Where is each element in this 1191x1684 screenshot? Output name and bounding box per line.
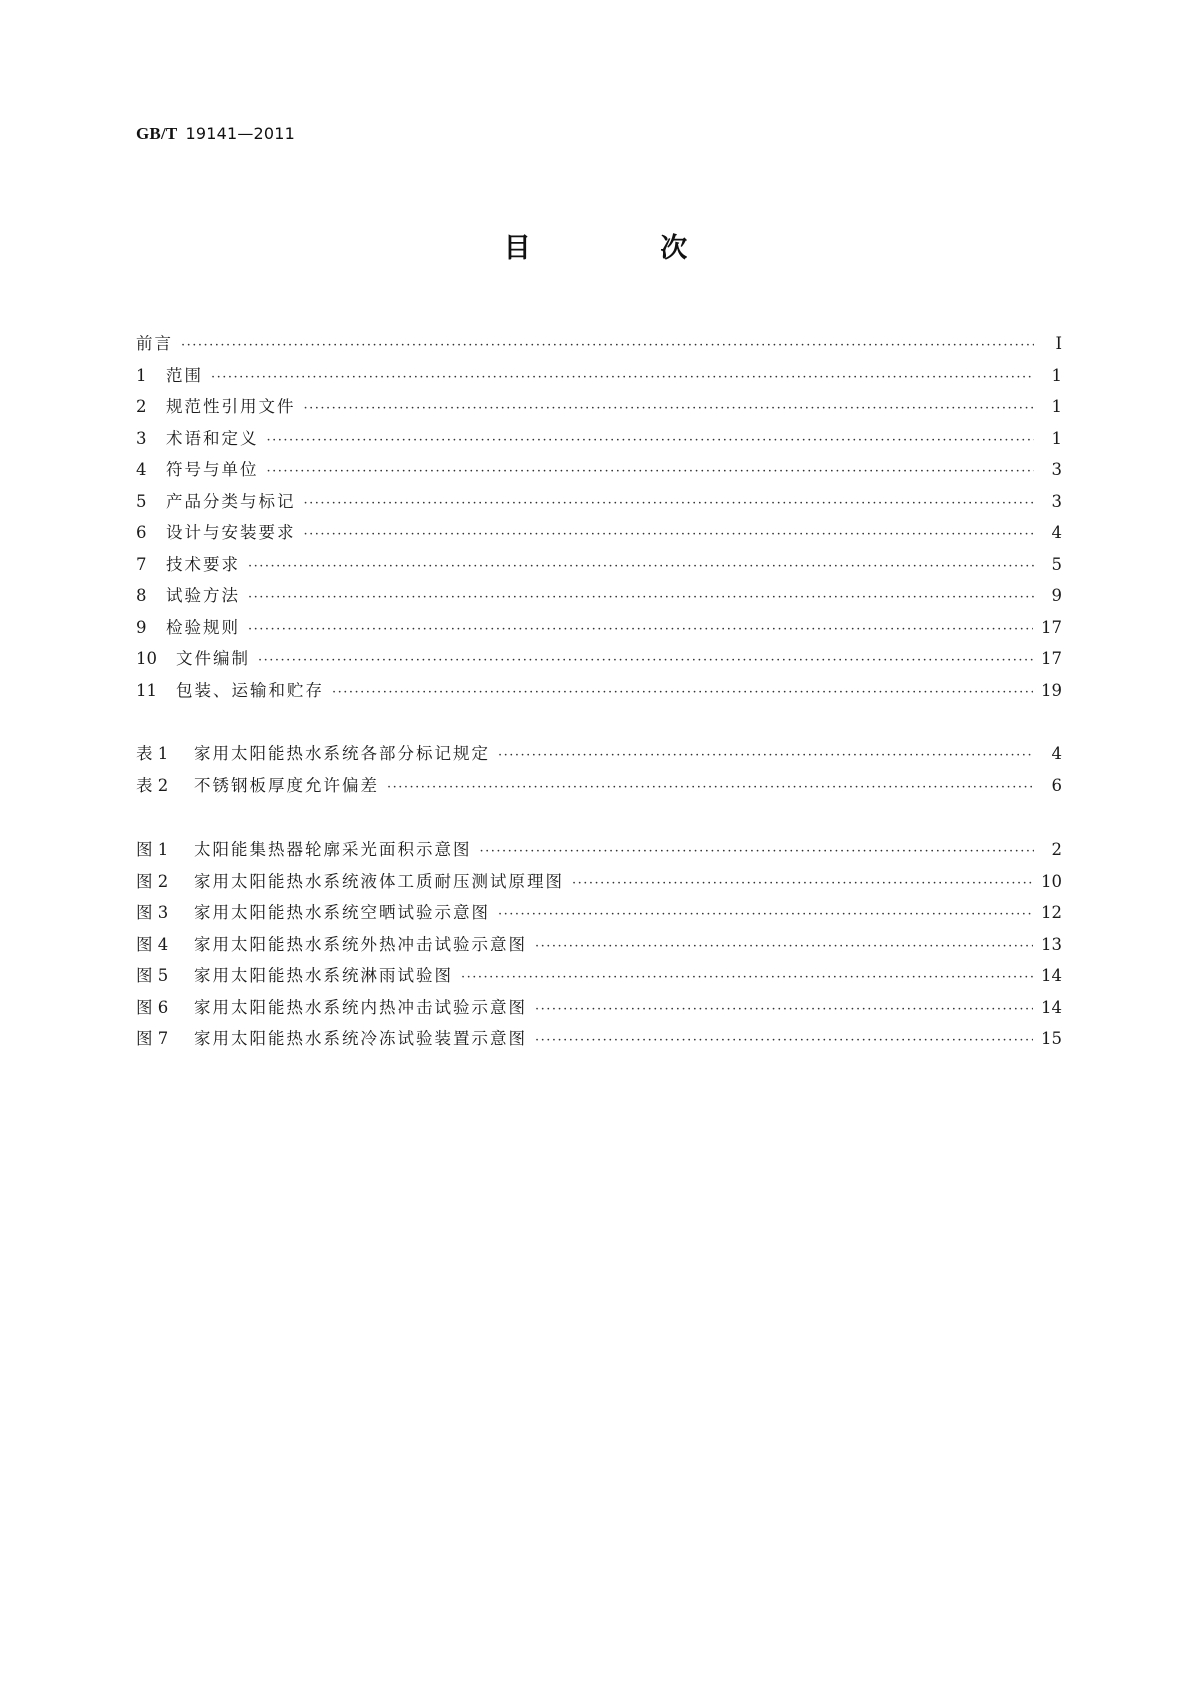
toc-entry-label: 不锈钢板厚度允许偏差 (194, 775, 379, 795)
toc-entry-classification[interactable] (136, 486, 1062, 518)
toc-entry-page: 17 (1041, 617, 1062, 637)
toc-entry-number: 图 2 (136, 871, 169, 891)
dot-leader (461, 962, 1033, 994)
dot-leader (248, 582, 1034, 614)
toc-entry-page: 14 (1041, 966, 1062, 985)
toc-entry-number: 1 (136, 365, 147, 385)
toc-entry-figure-3[interactable] (136, 897, 1062, 929)
toc-entry-documentation[interactable] (136, 643, 1062, 675)
dot-leader (480, 836, 1035, 868)
dot-leader (387, 772, 1034, 804)
toc-entry-page: 1 (1051, 397, 1062, 416)
toc-entry-label: 家用太阳能热水系统外热冲击试验示意图 (194, 934, 527, 954)
dot-leader (572, 868, 1033, 900)
toc-entry-page: 13 (1041, 934, 1062, 954)
toc-entry-label: 术语和定义 (166, 428, 259, 448)
toc-entry-label: 设计与安装要求 (166, 523, 296, 542)
toc-entry-page: 1 (1051, 428, 1062, 448)
toc-entry-label: 家用太阳能热水系统内热冲击试验示意图 (194, 997, 527, 1017)
toc-entry-page: 19 (1041, 680, 1062, 700)
toc-entry-label: 家用太阳能热水系统各部分标记规定 (194, 744, 490, 763)
toc-entry-page: 15 (1041, 1029, 1062, 1048)
toc-figures-list (136, 834, 1062, 1055)
toc-entry-page: 10 (1041, 871, 1062, 891)
toc-entry-page: 3 (1051, 460, 1062, 479)
toc-entry-number: 8 (136, 586, 147, 605)
toc-entry-page: 3 (1051, 491, 1062, 511)
toc-entry-normative-references[interactable] (136, 391, 1062, 423)
toc-entry-label: 规范性引用文件 (166, 397, 296, 416)
toc-entry-label: 技术要求 (166, 554, 240, 574)
toc-entry-packaging[interactable] (136, 675, 1062, 707)
toc-entry-figure-7[interactable] (136, 1023, 1062, 1055)
toc-entry-page: 4 (1051, 744, 1062, 763)
toc-entry-number: 表 2 (136, 775, 169, 795)
toc-entry-number: 图 3 (136, 903, 169, 922)
dot-leader (211, 362, 1034, 394)
dot-leader (535, 931, 1033, 963)
toc-entry-table-1[interactable] (136, 738, 1062, 770)
toc-entry-number: 图 7 (136, 1029, 169, 1048)
toc-entry-label: 包装、运输和贮存 (176, 680, 324, 700)
toc-entry-inspection-rules[interactable] (136, 612, 1062, 644)
toc-entry-page: 17 (1041, 649, 1062, 668)
toc-entry-number: 图 1 (136, 840, 169, 859)
toc-entry-label: 太阳能集热器轮廓采光面积示意图 (194, 840, 472, 859)
toc-entry-symbols[interactable] (136, 454, 1062, 486)
toc-entry-page: 2 (1051, 840, 1062, 859)
toc-entry-label: 家用太阳能热水系统液体工质耐压测试原理图 (194, 871, 564, 891)
toc-entry-number: 7 (136, 554, 147, 574)
toc-entry-number: 图 6 (136, 997, 169, 1017)
dot-leader (258, 645, 1033, 677)
dot-leader (248, 551, 1034, 583)
toc-entry-page: 4 (1051, 523, 1062, 542)
dot-leader (267, 456, 1035, 488)
toc-entry-number: 9 (136, 617, 147, 637)
toc-entry-number: 4 (136, 460, 147, 479)
dot-leader (535, 994, 1033, 1026)
toc-entry-number: 5 (136, 491, 147, 511)
toc-entry-page: 5 (1051, 554, 1062, 574)
toc-entry-figure-2[interactable] (136, 866, 1062, 898)
toc-entry-label: 家用太阳能热水系统淋雨试验图 (194, 966, 453, 985)
toc-entry-page: 1 (1051, 365, 1062, 385)
toc-entry-label: 前言 (136, 334, 173, 353)
toc-entry-table-2[interactable] (136, 770, 1062, 802)
toc-entry-number: 图 5 (136, 966, 169, 985)
toc-entry-number: 11 (136, 680, 157, 700)
toc-entry-scope[interactable] (136, 360, 1062, 392)
toc-entry-page: 12 (1041, 903, 1062, 922)
dot-leader (267, 425, 1035, 457)
dot-leader (498, 740, 1034, 772)
toc-entry-label: 文件编制 (176, 649, 250, 668)
toc-entry-label: 试验方法 (166, 586, 240, 605)
dot-leader (304, 519, 1035, 551)
toc-entry-technical-requirements[interactable] (136, 549, 1062, 581)
toc-entry-number: 3 (136, 428, 147, 448)
toc-entry-page: 14 (1041, 997, 1062, 1017)
toc-entry-label: 符号与单位 (166, 460, 259, 479)
toc-tables-list (136, 738, 1062, 801)
toc-entry-page: 6 (1051, 775, 1062, 795)
toc-title: 目 次 (503, 233, 748, 264)
toc-contents-list (136, 328, 1062, 706)
toc-entry-page: 9 (1051, 586, 1062, 605)
toc-entry-foreword[interactable] (136, 328, 1062, 360)
toc-entry-label: 检验规则 (166, 617, 240, 637)
standard-number-header (136, 124, 295, 144)
standard-number: 19141—2011 (185, 124, 296, 143)
toc-entry-figure-1[interactable] (136, 834, 1062, 866)
toc-entry-figure-4[interactable] (136, 929, 1062, 961)
toc-entry-number: 图 4 (136, 934, 169, 954)
toc-entry-page: Ⅰ (1055, 334, 1062, 353)
dot-leader (535, 1025, 1033, 1057)
toc-entry-number: 表 1 (136, 744, 169, 763)
dot-leader (304, 488, 1035, 520)
toc-entry-label: 家用太阳能热水系统空晒试验示意图 (194, 903, 490, 922)
toc-entry-number: 10 (136, 649, 157, 668)
toc-entry-design-installation[interactable] (136, 517, 1062, 549)
dot-leader (181, 330, 1034, 362)
dot-leader (304, 393, 1035, 425)
toc-entry-figure-6[interactable] (136, 992, 1062, 1024)
toc-entry-test-methods[interactable] (136, 580, 1062, 612)
toc-entry-figure-5[interactable] (136, 960, 1062, 992)
toc-entry-label: 产品分类与标记 (166, 491, 296, 511)
dot-leader (332, 677, 1033, 709)
dot-leader (498, 899, 1033, 931)
toc-entry-label: 家用太阳能热水系统冷冻试验装置示意图 (194, 1029, 527, 1048)
dot-leader (248, 614, 1033, 646)
standard-code: GB/T (136, 124, 178, 143)
toc-entry-label: 范围 (166, 365, 203, 385)
toc-entry-number: 6 (136, 523, 147, 542)
toc-entry-terms[interactable] (136, 423, 1062, 455)
toc-entry-number: 2 (136, 397, 147, 416)
